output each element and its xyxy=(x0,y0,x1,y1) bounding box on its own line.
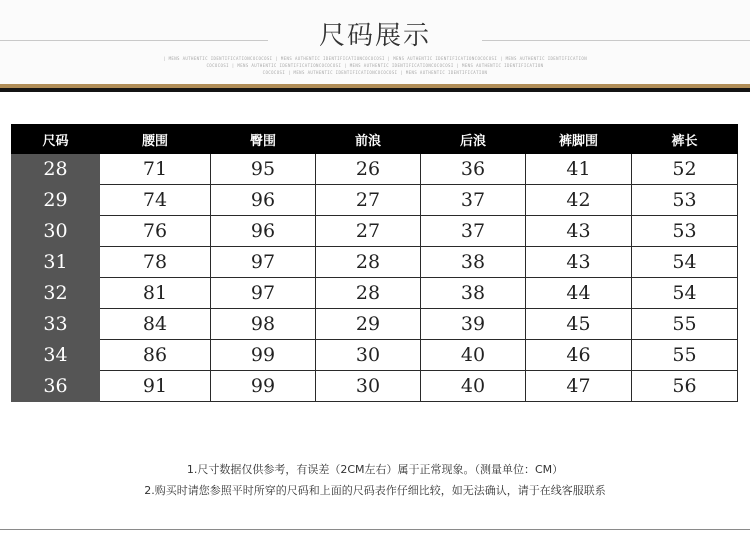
table-cell: 54 xyxy=(632,247,738,278)
table-cell: 84 xyxy=(100,309,211,340)
table-cell: 40 xyxy=(421,371,526,402)
table-cell: 78 xyxy=(100,247,211,278)
table-cell: 27 xyxy=(316,185,421,216)
table-cell: 42 xyxy=(526,185,632,216)
watermark-line: COCOCOSI | MENS AUTHENTIC IDENTIFICATIONCOCOCOSI | MENS AUTHENTIC IDENTIFICATIONCOCOCOSI | MENS AUTHENTIC IDENTIFICATION xyxy=(206,63,544,68)
table-row xyxy=(12,185,738,216)
footer-divider xyxy=(0,529,750,530)
table-cell: 26 xyxy=(316,154,421,185)
size-chart-table xyxy=(11,124,738,402)
table-cell: 76 xyxy=(100,216,211,247)
table-cell: 81 xyxy=(100,278,211,309)
table-cell: 30 xyxy=(316,340,421,371)
table-cell: 43 xyxy=(526,216,632,247)
table-cell: 86 xyxy=(100,340,211,371)
table-cell: 74 xyxy=(100,185,211,216)
table-cell: 95 xyxy=(211,154,316,185)
table-cell: 44 xyxy=(526,278,632,309)
table-cell: 38 xyxy=(421,278,526,309)
size-cell: 28 xyxy=(12,154,100,185)
table-cell: 39 xyxy=(421,309,526,340)
size-cell: 33 xyxy=(12,309,100,340)
table-cell: 91 xyxy=(100,371,211,402)
table-row xyxy=(12,247,738,278)
watermark-line: COCOCOSI | MENS AUTHENTIC IDENTIFICATIONCOCOCOSI | MENS AUTHENTIC IDENTIFICATION xyxy=(262,70,488,75)
header-front-rise: 前浪 xyxy=(316,125,421,154)
table-row xyxy=(12,340,738,371)
table-cell: 43 xyxy=(526,247,632,278)
table-cell: 37 xyxy=(421,216,526,247)
header-hip: 臀围 xyxy=(211,125,316,154)
table-row xyxy=(12,371,738,402)
note-size-comparison: 2.购买时请您参照平时所穿的尺码和上面的尺码表作仔细比较，如无法确认，请于在线客服联系 xyxy=(144,484,606,497)
page-title: 尺码展示 xyxy=(318,21,431,51)
size-cell: 36 xyxy=(12,371,100,402)
table-cell: 30 xyxy=(316,371,421,402)
table-cell: 71 xyxy=(100,154,211,185)
table-cell: 46 xyxy=(526,340,632,371)
size-cell: 29 xyxy=(12,185,100,216)
header-length: 裤长 xyxy=(632,125,738,154)
size-cell: 31 xyxy=(12,247,100,278)
table-cell: 29 xyxy=(316,309,421,340)
table-cell: 45 xyxy=(526,309,632,340)
table-cell: 52 xyxy=(632,154,738,185)
table-cell: 36 xyxy=(421,154,526,185)
table-cell: 98 xyxy=(211,309,316,340)
table-cell: 37 xyxy=(421,185,526,216)
table-cell: 55 xyxy=(632,340,738,371)
table-cell: 47 xyxy=(526,371,632,402)
table-cell: 99 xyxy=(211,340,316,371)
table-cell: 96 xyxy=(211,185,316,216)
table-cell: 40 xyxy=(421,340,526,371)
watermark-line: | MENS AUTHENTIC IDENTIFICATIONCOCOCOSI | MENS AUTHENTIC IDENTIFICATIONCOCOCOSI | MENS AUTHENTIC IDENTIFICATIONCOCOCOSI | MENS AUTHENTIC IDENTIFICATION xyxy=(162,56,588,61)
table-cell: 97 xyxy=(211,278,316,309)
table-row xyxy=(12,278,738,309)
header-size: 尺码 xyxy=(12,125,100,154)
table-cell: 53 xyxy=(632,216,738,247)
table-header-row xyxy=(12,125,738,154)
size-cell: 32 xyxy=(12,278,100,309)
table-cell: 28 xyxy=(316,278,421,309)
table-cell: 38 xyxy=(421,247,526,278)
table-row xyxy=(12,216,738,247)
table-row xyxy=(12,309,738,340)
table-cell: 96 xyxy=(211,216,316,247)
table-cell: 55 xyxy=(632,309,738,340)
header-back-rise: 后浪 xyxy=(421,125,526,154)
table-cell: 99 xyxy=(211,371,316,402)
table-cell: 53 xyxy=(632,185,738,216)
table-cell: 28 xyxy=(316,247,421,278)
table-cell: 41 xyxy=(526,154,632,185)
note-measurement-tolerance: 1.尺寸数据仅供参考，有误差（2CM左右）属于正常现象。（测量单位：CM） xyxy=(186,463,564,476)
header-waist: 腰围 xyxy=(100,125,211,154)
black-divider-stripe xyxy=(0,88,750,92)
table-cell: 56 xyxy=(632,371,738,402)
size-cell: 34 xyxy=(12,340,100,371)
size-cell: 30 xyxy=(12,216,100,247)
header-leg-opening: 裤脚围 xyxy=(526,125,632,154)
table-cell: 54 xyxy=(632,278,738,309)
table-row xyxy=(12,154,738,185)
table-cell: 97 xyxy=(211,247,316,278)
table-cell: 27 xyxy=(316,216,421,247)
